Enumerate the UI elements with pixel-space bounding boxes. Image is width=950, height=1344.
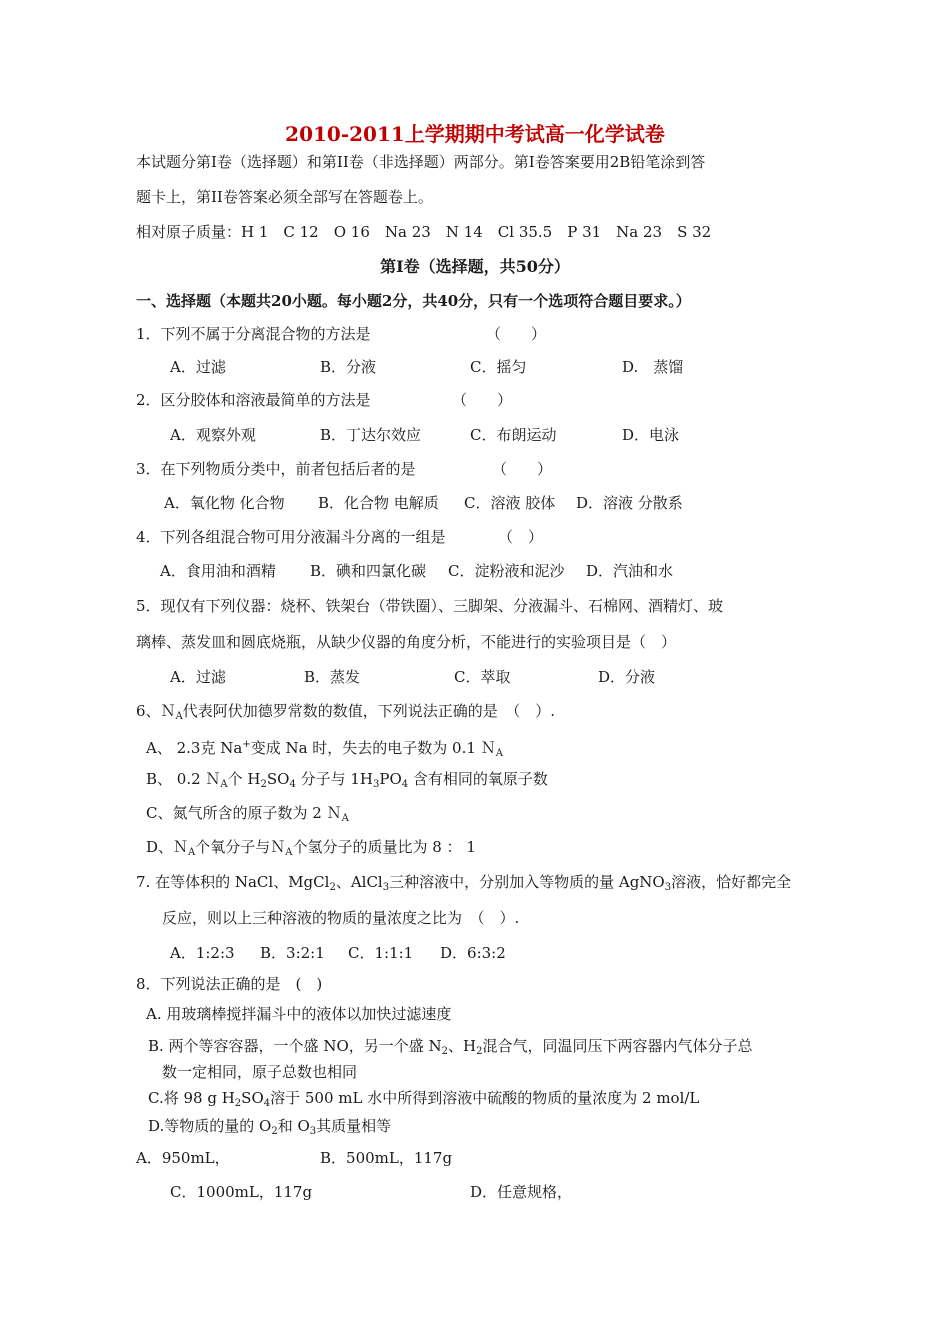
q4-blank: （ ） bbox=[498, 528, 544, 546]
q4-option-c: C．淀粉液和泥沙 bbox=[448, 562, 565, 580]
q8-option-a: A. 用玻璃棒搅拌漏斗中的液体以加快过滤速度 bbox=[146, 1005, 452, 1023]
q4-stem: 4．下列各组混合物可用分液漏斗分离的一组是 bbox=[136, 528, 446, 546]
q3-option-d: D．溶液 分散系 bbox=[576, 494, 683, 512]
q8-c-c: 溶于 500 mL 水中所得到溶液中硫酸的物质的量浓度为 2 mol/L bbox=[270, 1089, 700, 1107]
q6-b-post: 含有相同的氧原子数 bbox=[408, 770, 548, 788]
q6-b-mid3: 分子与 1H bbox=[295, 770, 374, 788]
q8-c-a: C.将 98 g H bbox=[148, 1089, 235, 1107]
q8-option-c bbox=[148, 1088, 699, 1114]
q5-stem-line-1: 5．现仅有下列仪器：烧杯、铁架台（带铁圈）、三脚架、分液漏斗、石棉网、酒精灯、玻 bbox=[136, 597, 724, 615]
q7-l1-s2: 3 bbox=[382, 882, 390, 893]
q8-d-b: 和 O bbox=[277, 1117, 310, 1135]
q8-c-b: SO bbox=[241, 1089, 264, 1107]
q2-option-b: B．丁达尔效应 bbox=[320, 426, 422, 444]
q2-option-d: D．电泳 bbox=[622, 426, 680, 444]
q6-b-mid1: 个 H bbox=[227, 770, 261, 788]
q6-d-sub2: A bbox=[285, 847, 293, 858]
q8-b1-a: B. 两个等容容器，一个盛 NO，另一个盛 N bbox=[148, 1037, 442, 1055]
q4-option-b: B．碘和四氯化碳 bbox=[310, 562, 427, 580]
intro-line-1: 本试题分第Ⅰ卷（选择题）和第II卷（非选择题）两部分。第Ⅰ卷答案要用2B铅笔涂到答 bbox=[136, 153, 706, 171]
q6-d-mid: 个氧分子与Ｎ bbox=[195, 838, 286, 856]
q6-option-c bbox=[146, 803, 349, 829]
q6-c-sub: A bbox=[341, 813, 349, 824]
q6-b-sub1: A bbox=[220, 779, 228, 790]
q6-a-mid: 变成 Na 时，失去的电子数为 0.1 Ｎ bbox=[250, 739, 496, 757]
extra-option-d: D．任意规格， bbox=[470, 1183, 573, 1201]
q6-d-pre: D、Ｎ bbox=[146, 838, 189, 856]
atomic-masses: 相对原子质量：H 1 C 12 O 16 Na 23 N 14 Cl 35.5 P 31 Na 23 S 32 bbox=[136, 223, 712, 241]
part1-heading: 第Ⅰ卷（选择题，共50分） bbox=[380, 257, 570, 276]
intro-line-2: 题卡上，第II卷答案必须全部写在答题卷上。 bbox=[136, 188, 433, 206]
q3-option-a: A．氧化物 化合物 bbox=[164, 494, 285, 512]
q6-b-mid2: SO bbox=[266, 770, 290, 788]
q1-option-c: C．摇匀 bbox=[470, 358, 527, 376]
q7-l1-s1: 2 bbox=[329, 882, 336, 893]
q8-option-d bbox=[148, 1116, 391, 1142]
q4-option-a: A．食用油和酒精 bbox=[160, 562, 276, 580]
q6-stem bbox=[136, 701, 555, 727]
q8-b1-s1: 2 bbox=[441, 1046, 449, 1057]
extra-option-a: A．950mL， bbox=[136, 1149, 230, 1167]
q8-c-s1: 2 bbox=[234, 1098, 242, 1109]
q2-stem: 2．区分胶体和溶液最简单的方法是 bbox=[136, 391, 371, 409]
q8-b1-s2: 2 bbox=[476, 1046, 483, 1057]
q6-stem-post: 代表阿伏加德罗常数的数值，下列说法正确的是 （ ）. bbox=[182, 702, 556, 720]
q6-d-sub1: A bbox=[188, 847, 196, 858]
q8-option-b-line-1 bbox=[148, 1036, 753, 1062]
q8-d-s2: 3 bbox=[309, 1126, 317, 1137]
q5-option-c: C．萃取 bbox=[454, 668, 511, 686]
q6-stem-pre: 6、Ｎ bbox=[136, 702, 176, 720]
q6-a-pre: A、 2.3克 Na bbox=[146, 739, 243, 757]
q2-option-c: C．布朗运动 bbox=[470, 426, 557, 444]
q7-option-d: D．6:3:2 bbox=[440, 944, 506, 962]
q1-stem: 1．下列不属于分离混合物的方法是 bbox=[136, 325, 371, 343]
q8-d-c: 其质量相等 bbox=[316, 1117, 392, 1135]
q6-b-sub5: 4 bbox=[401, 779, 409, 790]
q6-b-mid4: PO bbox=[379, 770, 402, 788]
q3-blank: （ ） bbox=[492, 460, 553, 478]
q5-option-a: A．过滤 bbox=[170, 668, 226, 686]
q7-option-c: C．1:1:1 bbox=[348, 944, 414, 962]
q3-option-b: B．化合物 电解质 bbox=[318, 494, 439, 512]
q1-blank: （ ） bbox=[486, 325, 547, 343]
q6-option-a bbox=[146, 735, 503, 764]
q7-l1-b: 、AlCl bbox=[335, 873, 383, 891]
q6-a-sup: + bbox=[242, 739, 251, 750]
q6-stem-sub: A bbox=[175, 711, 183, 722]
q6-b-sub4: 3 bbox=[373, 779, 380, 790]
q1-option-b: B．分液 bbox=[320, 358, 377, 376]
q6-b-pre: B、 0.2 Ｎ bbox=[146, 770, 221, 788]
q8-c-s2: 4 bbox=[263, 1098, 271, 1109]
extra-option-c: C．1000mL，117g bbox=[170, 1183, 313, 1201]
q8-d-a: D.等物质的量的 O bbox=[148, 1117, 272, 1135]
q7-l1-a: 7. 在等体积的 NaCl、MgCl bbox=[136, 873, 330, 891]
q7-option-a: A．1:2:3 bbox=[170, 944, 235, 962]
q7-stem-line-2: 反应，则以上三种溶液的物质的量浓度之比为 （ ）. bbox=[162, 909, 520, 927]
q2-blank: （ ） bbox=[452, 391, 513, 409]
q4-option-d: D．汽油和水 bbox=[586, 562, 674, 580]
q5-option-d: D．分液 bbox=[598, 668, 656, 686]
q8-b1-c: 混合气，同温同压下两容器内气体分子总 bbox=[482, 1037, 753, 1055]
q8-d-s1: 2 bbox=[271, 1126, 278, 1137]
q6-c-pre: C、氮气所含的原子数为 2 Ｎ bbox=[146, 804, 342, 822]
q6-a-sub: A bbox=[495, 748, 503, 759]
q7-stem-line-1 bbox=[136, 872, 791, 898]
q6-option-d bbox=[146, 837, 476, 863]
q3-stem: 3．在下列物质分类中，前者包括后者的是 bbox=[136, 460, 416, 478]
q7-l1-s3: 3 bbox=[664, 882, 672, 893]
q7-l1-c: 三种溶液中，分别加入等物质的量 AgNO bbox=[389, 873, 665, 891]
q8-option-b-line-2: 数一定相同，原子总数也相同 bbox=[162, 1063, 358, 1081]
q6-b-sub2: 2 bbox=[260, 779, 267, 790]
q1-option-a: A．过滤 bbox=[170, 358, 226, 376]
q7-l1-d: 溶液，恰好都完全 bbox=[671, 873, 792, 891]
q7-option-b: B．3:2:1 bbox=[260, 944, 325, 962]
page-title: 2010-2011上学期期中考试高一化学试卷 bbox=[285, 122, 665, 146]
q8-b1-b: 、H bbox=[448, 1037, 477, 1055]
q6-b-sub3: 4 bbox=[289, 779, 296, 790]
extra-option-b: B．500mL，117g bbox=[320, 1149, 453, 1167]
q3-option-c: C．溶液 胶体 bbox=[464, 494, 556, 512]
q2-option-a: A．观察外观 bbox=[170, 426, 256, 444]
q5-option-b: B．蒸发 bbox=[304, 668, 361, 686]
q6-option-b bbox=[146, 769, 548, 795]
q1-option-d: D. 蒸馏 bbox=[622, 358, 684, 376]
q8-stem: 8．下列说法正确的是 ( ) bbox=[136, 975, 323, 993]
section1-heading: 一、选择题（本题共20小题。每小题2分，共40分，只有一个选项符合题目要求。） bbox=[136, 292, 691, 310]
q5-stem-line-2: 璃棒、蒸发皿和圆底烧瓶，从缺少仪器的角度分析，不能进行的实验项目是（ ） bbox=[136, 633, 677, 651]
q6-d-post: 个氢分子的质量比为 8 ： 1 bbox=[292, 838, 476, 856]
